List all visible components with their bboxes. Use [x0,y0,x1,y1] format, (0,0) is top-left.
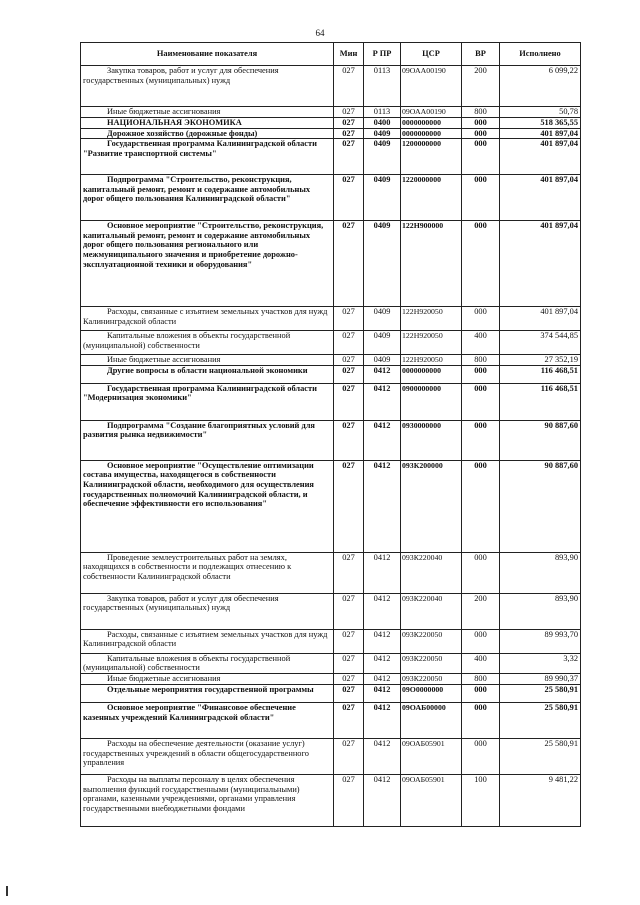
cell-vr: 000 [462,175,500,221]
table-row [81,221,581,307]
table-row [81,738,581,774]
cell-name: Расходы, связанные с изъятием земельных участков для нужд Калининградской области [81,629,334,653]
cell-csr: 122Н900000 [401,221,462,307]
cell-csr: 093К220040 [401,552,462,593]
cell-min: 027 [334,774,364,826]
cell-csr: 0900000000 [401,383,462,420]
cell-name: Основное мероприятие "Финансовое обеспечение казенных учреждений Калининградской области" [81,702,334,738]
cell-rpr: 0409 [364,139,401,175]
cell-vr: 000 [462,629,500,653]
header-name: Наименование показателя [81,43,334,66]
cell-name: Капитальные вложения в объекты государственной (муниципальной) собственности [81,653,334,673]
cell-min: 027 [334,355,364,366]
cell-csr: 09ОАА00190 [401,66,462,107]
cell-rpr: 0409 [364,331,401,355]
cell-rpr: 0412 [364,702,401,738]
cell-rpr: 0409 [364,355,401,366]
cell-vr: 800 [462,673,500,684]
table-header-row [81,43,581,66]
cell-min: 027 [334,738,364,774]
table-row [81,118,581,129]
cell-csr: 09ОАБ05901 [401,774,462,826]
cell-name: Проведение землеустроительных работ на землях, находящихся в собственности и подлежащих отнесению к собственности Калининградской области [81,552,334,593]
cell-name: Капитальные вложения в объекты государственной (муниципальной) собственности [81,331,334,355]
cell-vr: 000 [462,118,500,129]
cell-csr: 122Н920050 [401,331,462,355]
cell-vr: 000 [462,738,500,774]
table-row [81,673,581,684]
cell-done: 893,90 [500,552,581,593]
table-row [81,307,581,331]
cell-min: 027 [334,365,364,383]
cell-rpr: 0409 [364,307,401,331]
cell-rpr: 0412 [364,774,401,826]
cell-name: Основное мероприятие "Осуществление оптимизации состава имущества, находящегося в собственности Калининградской области, необходимого для осуществления государственных полномочий Калининградской области, и обеспечение эффективности его использования" [81,460,334,552]
cell-min: 027 [334,460,364,552]
cell-done: 6 099,22 [500,66,581,107]
cell-rpr: 0113 [364,66,401,107]
cell-rpr: 0412 [364,420,401,460]
cell-rpr: 0412 [364,365,401,383]
table-row [81,552,581,593]
cell-csr: 09ОАБ00000 [401,702,462,738]
cell-name: Отдельные мероприятия государственной программы [81,684,334,702]
table-row [81,593,581,629]
cell-name: НАЦИОНАЛЬНАЯ ЭКОНОМИКА [81,118,334,129]
cell-name: Иные бюджетные ассигнования [81,107,334,118]
cell-vr: 000 [462,460,500,552]
header-done: Исполнено [500,43,581,66]
cell-min: 027 [334,139,364,175]
table-row [81,355,581,366]
cell-name: Подпрограмма "Строительство, реконструкция, капитальный ремонт, ремонт и содержание автомобильных дорог общего пользования Калининградской области" [81,175,334,221]
cell-done: 3,32 [500,653,581,673]
table-row [81,684,581,702]
cell-vr: 000 [462,552,500,593]
table-row [81,139,581,175]
table-row [81,629,581,653]
cell-min: 027 [334,383,364,420]
cell-done: 116 468,51 [500,383,581,420]
cell-vr: 800 [462,355,500,366]
cell-csr: 0000000000 [401,128,462,139]
cell-name: Закупка товаров, работ и услуг для обеспечения государственных (муниципальных) нужд [81,593,334,629]
cell-rpr: 0412 [364,593,401,629]
cell-csr: 093К220050 [401,653,462,673]
cell-rpr: 0412 [364,684,401,702]
cell-vr: 000 [462,307,500,331]
cell-done: 89 993,70 [500,629,581,653]
cell-rpr: 0113 [364,107,401,118]
header-min: Мин [334,43,364,66]
header-rpr: Р ПР [364,43,401,66]
cell-done: 401 897,04 [500,128,581,139]
cell-rpr: 0409 [364,221,401,307]
cell-done: 401 897,04 [500,139,581,175]
cell-min: 027 [334,593,364,629]
table-row [81,702,581,738]
cell-min: 027 [334,684,364,702]
table-row [81,383,581,420]
cell-min: 027 [334,118,364,129]
cell-min: 027 [334,629,364,653]
cell-rpr: 0412 [364,552,401,593]
cell-done: 89 990,37 [500,673,581,684]
cell-done: 50,78 [500,107,581,118]
cell-min: 027 [334,552,364,593]
cell-csr: 093К220040 [401,593,462,629]
cell-csr: 093К200000 [401,460,462,552]
table-row [81,107,581,118]
cell-done: 9 481,22 [500,774,581,826]
cell-vr: 000 [462,128,500,139]
cell-name: Расходы на обеспечение деятельности (оказание услуг) государственных учреждений в области общегосударственного управления [81,738,334,774]
header-vr: ВР [462,43,500,66]
cell-min: 027 [334,331,364,355]
cell-done: 90 887,60 [500,460,581,552]
cell-name: Государственная программа Калининградской области "Модернизация экономики" [81,383,334,420]
cell-vr: 000 [462,383,500,420]
cell-rpr: 0400 [364,118,401,129]
cell-name: Основное мероприятие "Строительство, реконструкция, капитальный ремонт, ремонт и содержание автомобильных дорог общего пользования регионального или межмуниципального значения и приобретение дорожно-эксплуатационной техники и оборудования" [81,221,334,307]
table-row [81,460,581,552]
cell-name: Государственная программа Калининградской области "Развитие транспортной системы" [81,139,334,175]
table-row [81,66,581,107]
cell-rpr: 0412 [364,673,401,684]
cell-name: Дорожное хозяйство (дорожные фонды) [81,128,334,139]
table-row [81,774,581,826]
cell-done: 116 468,51 [500,365,581,383]
cell-name: Закупка товаров, работ и услуг для обеспечения государственных (муниципальных) нужд [81,66,334,107]
cell-min: 027 [334,221,364,307]
cell-vr: 800 [462,107,500,118]
cell-vr: 100 [462,774,500,826]
cell-vr: 000 [462,365,500,383]
cell-csr: 122Н920050 [401,307,462,331]
table-body [81,66,581,827]
cell-name: Расходы на выплаты персоналу в целях обеспечения выполнения функций государственными (муниципальными) органами, казенными учреждениями, органами управления государственными внебюджетными фондами [81,774,334,826]
table-row [81,175,581,221]
cell-done: 374 544,85 [500,331,581,355]
cell-min: 027 [334,128,364,139]
cell-csr: 0930000000 [401,420,462,460]
cell-csr: 093К220050 [401,629,462,653]
cell-csr: 1220000000 [401,175,462,221]
cell-min: 027 [334,66,364,107]
cell-min: 027 [334,107,364,118]
cell-done: 893,90 [500,593,581,629]
cell-vr: 400 [462,653,500,673]
cell-csr: 09ОАБ05901 [401,738,462,774]
cell-vr: 000 [462,684,500,702]
cell-csr: 093К220050 [401,673,462,684]
cell-done: 518 365,55 [500,118,581,129]
cell-done: 27 352,19 [500,355,581,366]
cell-done: 25 580,91 [500,684,581,702]
cell-name: Расходы, связанные с изъятием земельных участков для нужд Калининградской области [81,307,334,331]
header-csr: ЦСР [401,43,462,66]
cell-rpr: 0412 [364,653,401,673]
cell-rpr: 0412 [364,383,401,420]
table-row [81,128,581,139]
cell-done: 401 897,04 [500,175,581,221]
cell-csr: 09ОАА00190 [401,107,462,118]
cell-rpr: 0409 [364,175,401,221]
cell-done: 25 580,91 [500,702,581,738]
cell-done: 25 580,91 [500,738,581,774]
cell-name: Иные бюджетные ассигнования [81,673,334,684]
cell-name: Иные бюджетные ассигнования [81,355,334,366]
cell-name: Другие вопросы в области национальной экономики [81,365,334,383]
cell-min: 027 [334,653,364,673]
cell-rpr: 0409 [364,128,401,139]
cell-min: 027 [334,702,364,738]
cell-vr: 200 [462,66,500,107]
table-row [81,365,581,383]
cell-rpr: 0412 [364,629,401,653]
cell-done: 401 897,04 [500,307,581,331]
cell-done: 90 887,60 [500,420,581,460]
cell-vr: 000 [462,420,500,460]
cell-vr: 200 [462,593,500,629]
cell-done: 401 897,04 [500,221,581,307]
cell-min: 027 [334,307,364,331]
cell-csr: 1200000000 [401,139,462,175]
cell-name: Подпрограмма "Создание благоприятных условий для развития рынка недвижимости" [81,420,334,460]
cell-min: 027 [334,420,364,460]
cell-min: 027 [334,673,364,684]
margin-mark [6,886,8,896]
cell-rpr: 0412 [364,738,401,774]
cell-min: 027 [334,175,364,221]
cell-vr: 400 [462,331,500,355]
cell-csr: 09О0000000 [401,684,462,702]
budget-table [80,42,581,827]
table-row [81,331,581,355]
cell-rpr: 0412 [364,460,401,552]
cell-csr: 0000000000 [401,118,462,129]
cell-csr: 0000000000 [401,365,462,383]
cell-vr: 000 [462,139,500,175]
cell-vr: 000 [462,221,500,307]
cell-vr: 000 [462,702,500,738]
cell-csr: 122Н920050 [401,355,462,366]
table-row [81,420,581,460]
page-number: 64 [315,28,325,38]
table-row [81,653,581,673]
